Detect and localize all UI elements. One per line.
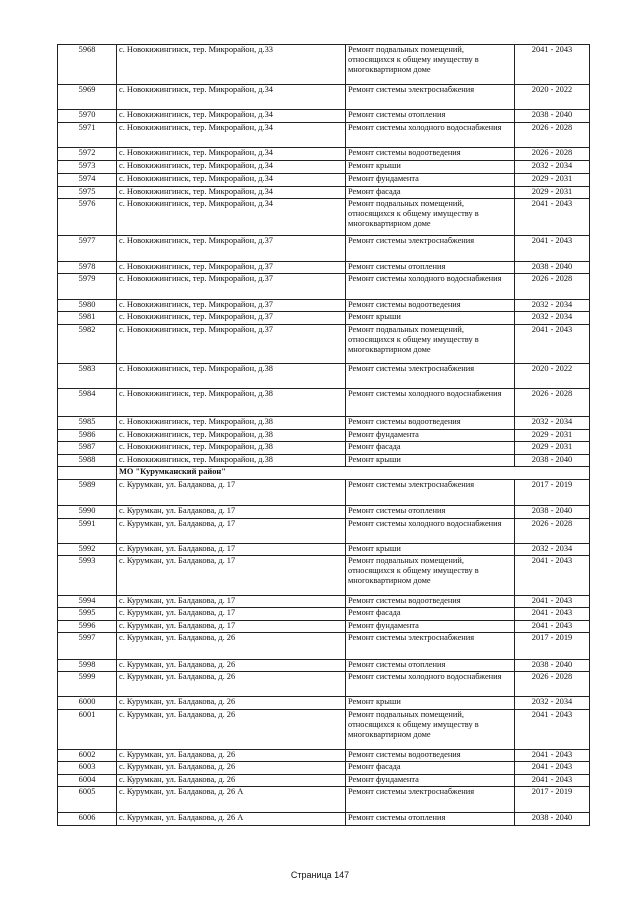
address-cell: с. Новокижингинск, тер. Микрорайон, д.37 [117,236,346,262]
section-title: МО "Курумканский район" [117,467,590,480]
work-type-cell: Ремонт системы водоотведения [346,596,515,608]
period-cell: 2038 - 2040 [515,110,590,123]
address-cell: с. Курумкан, ул. Балдакова, д. 26 [117,775,346,787]
period-cell: 2026 - 2028 [515,148,590,161]
row-number-cell: 5996 [58,621,117,633]
table-row [58,45,590,85]
table-row [58,762,590,775]
address-cell: с. Курумкан, ул. Балдакова, д. 17 [117,556,346,596]
table-row [58,633,590,660]
row-number-cell: 5972 [58,148,117,161]
row-number-cell: 5985 [58,417,117,430]
table-row [58,787,590,813]
row-number-cell: 5975 [58,187,117,199]
table-row [58,148,590,161]
period-cell: 2026 - 2028 [515,519,590,544]
table-row [58,187,590,199]
work-type-cell: Ремонт подвальных помещений, относящихся к общему имуществу в многоквартирном доме [346,325,515,364]
period-cell: 2020 - 2022 [515,85,590,110]
address-cell: с. Новокижингинск, тер. Микрорайон, д.37 [117,274,346,300]
table-row [58,544,590,556]
table-row [58,710,590,750]
work-type-cell: Ремонт системы электроснабжения [346,480,515,506]
period-cell: 2029 - 2031 [515,430,590,442]
period-cell: 2017 - 2019 [515,787,590,813]
period-cell: 2041 - 2043 [515,556,590,596]
address-cell: с. Новокижингинск, тер. Микрорайон, д.34 [117,199,346,236]
work-type-cell: Ремонт системы электроснабжения [346,364,515,389]
row-number-cell: 6000 [58,697,117,710]
row-number-cell: 5992 [58,544,117,556]
address-cell: с. Курумкан, ул. Балдакова, д. 17 [117,621,346,633]
table-row [58,174,590,187]
work-type-cell: Ремонт фасада [346,187,515,199]
period-cell: 2032 - 2034 [515,544,590,556]
address-cell: с. Новокижингинск, тер. Микрорайон, д.38 [117,442,346,455]
row-number-cell: 5983 [58,364,117,389]
row-number-cell: 6003 [58,762,117,775]
address-cell: с. Курумкан, ул. Балдакова, д. 26 [117,762,346,775]
page-number: Страница 147 [290,870,350,880]
row-number-cell: 5978 [58,262,117,274]
work-type-cell: Ремонт системы водоотведения [346,300,515,312]
work-type-cell: Ремонт подвальных помещений, относящихся к общему имуществу в многоквартирном доме [346,199,515,236]
period-cell: 2032 - 2034 [515,312,590,325]
row-number-cell: 5988 [58,455,117,467]
empty-cell [58,467,117,480]
row-number-cell: 5982 [58,325,117,364]
table-row [58,556,590,596]
row-number-cell: 5986 [58,430,117,442]
address-cell: с. Новокижингинск, тер. Микрорайон, д.34 [117,110,346,123]
work-type-cell: Ремонт системы холодного водоснабжения [346,123,515,148]
period-cell: 2038 - 2040 [515,813,590,826]
address-cell: с. Новокижингинск, тер. Микрорайон, д.37 [117,312,346,325]
address-cell: с. Новокижингинск, тер. Микрорайон, д.34 [117,174,346,187]
address-cell: с. Новокижингинск, тер. Микрорайон, д.34 [117,161,346,174]
period-cell: 2032 - 2034 [515,417,590,430]
address-cell: с. Курумкан, ул. Балдакова, д. 26 [117,750,346,762]
address-cell: с. Новокижингинск, тер. Микрорайон, д.34 [117,85,346,110]
address-cell: с. Новокижингинск, тер. Микрорайон, д.33 [117,45,346,85]
work-type-cell: Ремонт системы электроснабжения [346,633,515,660]
address-cell: с. Новокижингинск, тер. Микрорайон, д.38 [117,455,346,467]
table-row [58,85,590,110]
work-type-cell: Ремонт системы отопления [346,262,515,274]
table-row [58,430,590,442]
address-cell: с. Новокижингинск, тер. Микрорайон, д.38 [117,389,346,417]
period-cell: 2041 - 2043 [515,45,590,85]
address-cell: с. Курумкан, ул. Балдакова, д. 17 [117,480,346,506]
row-number-cell: 5998 [58,660,117,672]
address-cell: с. Курумкан, ул. Балдакова, д. 26 [117,633,346,660]
row-number-cell: 5980 [58,300,117,312]
address-cell: с. Курумкан, ул. Балдакова, д. 26 [117,660,346,672]
period-cell: 2026 - 2028 [515,274,590,300]
work-type-cell: Ремонт подвальных помещений, относящихся к общему имуществу в многоквартирном доме [346,710,515,750]
period-cell: 2032 - 2034 [515,161,590,174]
work-type-cell: Ремонт фасада [346,608,515,621]
period-cell: 2041 - 2043 [515,236,590,262]
row-number-cell: 5976 [58,199,117,236]
work-type-cell: Ремонт системы холодного водоснабжения [346,519,515,544]
period-cell: 2029 - 2031 [515,187,590,199]
address-cell: с. Новокижингинск, тер. Микрорайон, д.38 [117,417,346,430]
address-cell: с. Курумкан, ул. Балдакова, д. 26 А [117,813,346,826]
table-row [58,608,590,621]
table-row [58,300,590,312]
period-cell: 2038 - 2040 [515,262,590,274]
row-number-cell: 5969 [58,85,117,110]
row-number-cell: 6005 [58,787,117,813]
work-type-cell: Ремонт фундамента [346,430,515,442]
table-row [58,262,590,274]
table-row [58,519,590,544]
address-cell: с. Курумкан, ул. Балдакова, д. 17 [117,608,346,621]
table-row [58,236,590,262]
work-type-cell: Ремонт системы электроснабжения [346,787,515,813]
row-number-cell: 5971 [58,123,117,148]
work-type-cell: Ремонт системы отопления [346,110,515,123]
address-cell: с. Курумкан, ул. Балдакова, д. 26 [117,672,346,697]
period-cell: 2020 - 2022 [515,364,590,389]
table-row [58,506,590,519]
period-cell: 2041 - 2043 [515,710,590,750]
table-row [58,660,590,672]
period-cell: 2026 - 2028 [515,123,590,148]
work-type-cell: Ремонт системы электроснабжения [346,85,515,110]
table-row [58,775,590,787]
row-number-cell: 5989 [58,480,117,506]
work-type-cell: Ремонт фундамента [346,621,515,633]
row-number-cell: 5973 [58,161,117,174]
table-row [58,442,590,455]
table-row [58,750,590,762]
table-row [58,389,590,417]
row-number-cell: 6001 [58,710,117,750]
repair-schedule-table [57,44,590,826]
address-cell: с. Новокижингинск, тер. Микрорайон, д.38 [117,364,346,389]
table-row [58,672,590,697]
period-cell: 2038 - 2040 [515,660,590,672]
table-row [58,621,590,633]
table-row [58,161,590,174]
period-cell: 2041 - 2043 [515,750,590,762]
period-cell: 2032 - 2034 [515,300,590,312]
address-cell: с. Новокижингинск, тер. Микрорайон, д.34 [117,148,346,161]
row-number-cell: 5977 [58,236,117,262]
row-number-cell: 5994 [58,596,117,608]
row-number-cell: 5981 [58,312,117,325]
period-cell: 2038 - 2040 [515,506,590,519]
address-cell: с. Курумкан, ул. Балдакова, д. 17 [117,544,346,556]
work-type-cell: Ремонт крыши [346,697,515,710]
table-row [58,813,590,826]
row-number-cell: 5968 [58,45,117,85]
period-cell: 2038 - 2040 [515,455,590,467]
address-cell: с. Новокижингинск, тер. Микрорайон, д.38 [117,430,346,442]
row-number-cell: 5970 [58,110,117,123]
table-row [58,199,590,236]
address-cell: с. Новокижингинск, тер. Микрорайон, д.34 [117,123,346,148]
work-type-cell: Ремонт крыши [346,312,515,325]
table-row [58,455,590,467]
row-number-cell: 5997 [58,633,117,660]
period-cell: 2041 - 2043 [515,608,590,621]
period-cell: 2029 - 2031 [515,174,590,187]
work-type-cell: Ремонт крыши [346,455,515,467]
row-number-cell: 5974 [58,174,117,187]
period-cell: 2041 - 2043 [515,596,590,608]
row-number-cell: 5987 [58,442,117,455]
period-cell: 2026 - 2028 [515,672,590,697]
table-row [58,110,590,123]
work-type-cell: Ремонт системы отопления [346,506,515,519]
address-cell: с. Курумкан, ул. Балдакова, д. 17 [117,596,346,608]
period-cell: 2032 - 2034 [515,697,590,710]
row-number-cell: 6004 [58,775,117,787]
address-cell: с. Курумкан, ул. Балдакова, д. 17 [117,519,346,544]
work-type-cell: Ремонт фасада [346,442,515,455]
address-cell: с. Новокижингинск, тер. Микрорайон, д.37 [117,325,346,364]
work-type-cell: Ремонт фундамента [346,174,515,187]
table-body [58,45,590,826]
table-row [58,123,590,148]
work-type-cell: Ремонт системы водоотведения [346,148,515,161]
address-cell: с. Курумкан, ул. Балдакова, д. 26 [117,697,346,710]
work-type-cell: Ремонт фасада [346,762,515,775]
work-type-cell: Ремонт системы водоотведения [346,417,515,430]
work-type-cell: Ремонт системы холодного водоснабжения [346,389,515,417]
period-cell: 2017 - 2019 [515,480,590,506]
work-type-cell: Ремонт фундамента [346,775,515,787]
work-type-cell: Ремонт крыши [346,544,515,556]
row-number-cell: 5979 [58,274,117,300]
work-type-cell: Ремонт системы холодного водоснабжения [346,672,515,697]
row-number-cell: 6006 [58,813,117,826]
period-cell: 2029 - 2031 [515,442,590,455]
work-type-cell: Ремонт системы отопления [346,813,515,826]
row-number-cell: 5984 [58,389,117,417]
address-cell: с. Курумкан, ул. Балдакова, д. 17 [117,506,346,519]
table-row [58,697,590,710]
address-cell: с. Новокижингинск, тер. Микрорайон, д.37 [117,262,346,274]
period-cell: 2041 - 2043 [515,199,590,236]
address-cell: с. Курумкан, ул. Балдакова, д. 26 А [117,787,346,813]
address-cell: с. Курумкан, ул. Балдакова, д. 26 [117,710,346,750]
table-row [58,596,590,608]
work-type-cell: Ремонт подвальных помещений, относящихся к общему имуществу в многоквартирном доме [346,45,515,85]
table-row [58,417,590,430]
row-number-cell: 5993 [58,556,117,596]
period-cell: 2041 - 2043 [515,621,590,633]
row-number-cell: 5991 [58,519,117,544]
period-cell: 2026 - 2028 [515,389,590,417]
period-cell: 2041 - 2043 [515,325,590,364]
table-row [58,274,590,300]
work-type-cell: Ремонт системы электроснабжения [346,236,515,262]
period-cell: 2041 - 2043 [515,775,590,787]
period-cell: 2041 - 2043 [515,762,590,775]
section-header-row [58,467,590,480]
table-row [58,364,590,389]
period-cell: 2017 - 2019 [515,633,590,660]
table-row [58,480,590,506]
work-type-cell: Ремонт системы водоотведения [346,750,515,762]
address-cell: с. Новокижингинск, тер. Микрорайон, д.34 [117,187,346,199]
row-number-cell: 5999 [58,672,117,697]
work-type-cell: Ремонт системы отопления [346,660,515,672]
row-number-cell: 5990 [58,506,117,519]
work-type-cell: Ремонт подвальных помещений, относящихся к общему имуществу в многоквартирном доме [346,556,515,596]
row-number-cell: 5995 [58,608,117,621]
table-row [58,325,590,364]
address-cell: с. Новокижингинск, тер. Микрорайон, д.37 [117,300,346,312]
work-type-cell: Ремонт крыши [346,161,515,174]
table-row [58,312,590,325]
work-type-cell: Ремонт системы холодного водоснабжения [346,274,515,300]
row-number-cell: 6002 [58,750,117,762]
